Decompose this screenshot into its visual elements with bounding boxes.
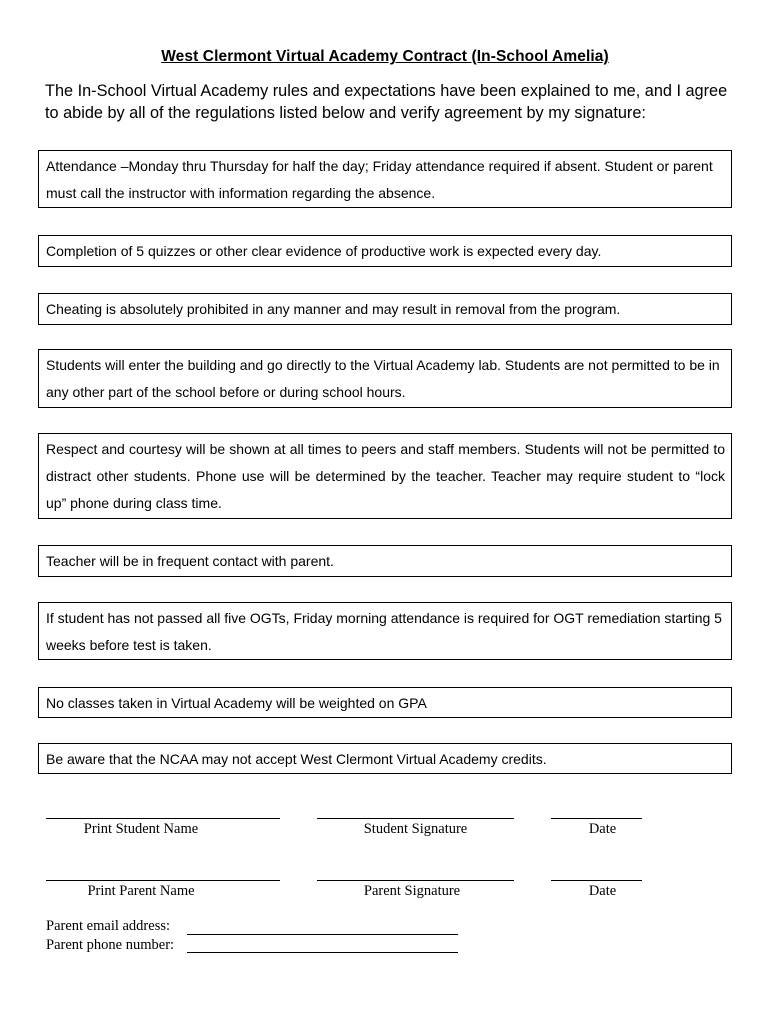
intro-paragraph: The In-School Virtual Academy rules and expectations have been explained to me, and I agree to abide by all of the regulations listed below and verify agreement by my signature: <box>45 82 728 122</box>
parent-signature-line[interactable] <box>317 880 514 881</box>
rule-respect: Respect and courtesy will be shown at all times to peers and staff members. Students will not be permitted to distract other students. Phone use will be determined by the teacher. Teacher may require student to “lock up” phone during class time. <box>38 433 732 519</box>
parent-name-line[interactable] <box>46 880 280 881</box>
parent-phone-line[interactable] <box>187 952 458 953</box>
parent-email-line[interactable] <box>187 934 458 935</box>
rule-cheating: Cheating is absolutely prohibited in any manner and may result in removal from the program. <box>38 293 732 325</box>
rule-attendance: Attendance –Monday thru Thursday for half the day; Friday attendance required if absent. Student or parent must call the instructor with information regarding the absence. <box>38 150 732 208</box>
student-name-line[interactable] <box>46 818 280 819</box>
student-date-line[interactable] <box>551 818 642 819</box>
student-signature-line[interactable] <box>317 818 514 819</box>
student-signature-label: Student Signature <box>363 821 468 837</box>
rule-quizzes: Completion of 5 quizzes or other clear evidence of productive work is expected every day. <box>38 235 732 267</box>
rule-ncaa: Be aware that the NCAA may not accept West Clermont Virtual Academy credits. <box>38 743 732 774</box>
document-title: West Clermont Virtual Academy Contract (In-School Amelia) <box>161 48 609 65</box>
parent-email-label: Parent email address: <box>46 918 171 934</box>
parent-date-label: Date <box>588 883 617 899</box>
parent-phone-label: Parent phone number: <box>46 937 175 953</box>
parent-name-label: Print Parent Name <box>87 883 195 899</box>
student-name-label: Print Student Name <box>83 821 199 837</box>
parent-signature-label: Parent Signature <box>363 883 461 899</box>
rule-ogt: If student has not passed all five OGTs, Friday morning attendance is required for OGT remediation starting 5 weeks before test is taken. <box>38 602 732 660</box>
rule-gpa: No classes taken in Virtual Academy will be weighted on GPA <box>38 687 732 718</box>
student-date-label: Date <box>588 821 617 837</box>
parent-date-line[interactable] <box>551 880 642 881</box>
rule-building: Students will enter the building and go directly to the Virtual Academy lab. Students are not permitted to be in any other part of the school before or during school hours. <box>38 349 732 408</box>
rule-parent-contact: Teacher will be in frequent contact with parent. <box>38 545 732 577</box>
